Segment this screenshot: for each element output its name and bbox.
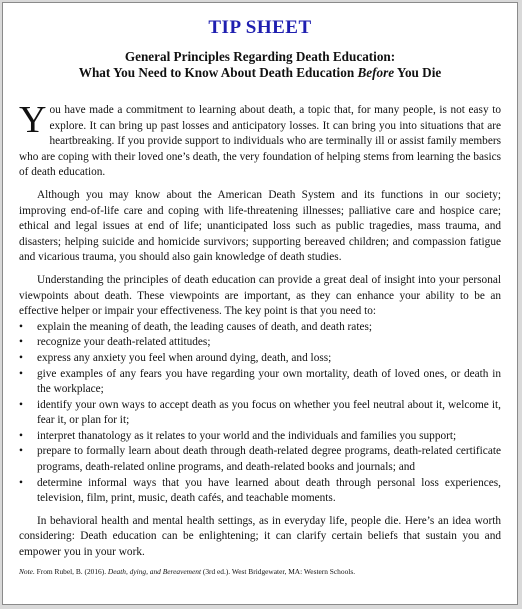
list-item bbox=[19, 429, 501, 445]
bullet-icon: • bbox=[19, 320, 23, 333]
list-item bbox=[19, 398, 501, 429]
bullet-icon: • bbox=[19, 351, 23, 364]
list-item-text: prepare to formally learn about death through death-related degree programs, death-related certificate programs, death-related online programs, and death-related books and journals; and bbox=[37, 445, 501, 474]
tip-sheet-page bbox=[2, 2, 518, 605]
subtitle-line-2 bbox=[19, 65, 501, 81]
subtitle-line-2-start: What You Need to Know About Death Education bbox=[78, 65, 358, 80]
paragraph-3: Understanding the principles of death education can provide a great deal of insight into your personal viewpoints about death. These viewpoints are important, as they can enhance your ability to be an effective helper or impair your effectiveness. The key point is that you need to: bbox=[19, 273, 501, 318]
closing-paragraph: In behavioral health and mental health settings, as in everyday life, people die. Here’s an idea worth considering: Death education can be enlightening; it can clarify certain beliefs that sustain you and empower you in your work. bbox=[19, 514, 501, 559]
intro-paragraph-text: ou have made a commitment to learning about death, a topic that, for many people, is not easy to explore. It can bring up past losses and anticipatory losses. It can bring you into situations that are heartbreaking. If you provide support to individuals who are terminally ill or assist family members who are coping with their loved one’s death, the very foundation of helping stems from learning the basics of death education. bbox=[19, 104, 501, 179]
bullet-icon: • bbox=[19, 445, 23, 458]
key-points-list bbox=[19, 320, 501, 507]
drop-cap: Y bbox=[19, 99, 47, 141]
list-item bbox=[19, 476, 501, 507]
list-item bbox=[19, 320, 501, 336]
subtitle-line-2-end: You Die bbox=[394, 65, 442, 80]
list-item-text: determine informal ways that you have learned about death through personal loss experiences, television, film, print, music, death cafés, and teachable moments. bbox=[37, 476, 501, 505]
list-item-text: interpret thanatology as it relates to your world and the individuals and families you support; bbox=[37, 429, 457, 442]
intro-paragraph bbox=[19, 99, 501, 181]
list-item bbox=[19, 444, 501, 475]
note-text-start: From Rubel, B. (2016). bbox=[34, 566, 108, 576]
list-item bbox=[19, 367, 501, 398]
bullet-icon: • bbox=[19, 398, 23, 411]
subtitle-emphasis: Before bbox=[357, 65, 395, 80]
subtitle-line-1: General Principles Regarding Death Education: bbox=[124, 49, 396, 64]
list-item-text: express any anxiety you feel when around dying, death, and loss; bbox=[37, 351, 332, 364]
bullet-icon: • bbox=[19, 336, 23, 349]
source-note bbox=[19, 567, 501, 577]
paragraph-2: Although you may know about the American Death System and its functions in our society; improving end-of-life care and coping with life-threatening illnesses; palliative care and hospice care; ethical and legal issues at end of life; unanticipated loss such as public tragedies, mass trauma, and disasters; helping suicide and homicide survivors; supporting bereaved children; and compassion fatigue and vicarious trauma, you should also gain knowledge of death studies. bbox=[19, 188, 501, 264]
list-item-text: recognize your death-related attitudes; bbox=[37, 336, 211, 349]
list-item-text: give examples of any fears you have regarding your own mortality, death of loved ones, or death in the workplace; bbox=[37, 367, 501, 396]
bullet-icon: • bbox=[19, 367, 23, 380]
tip-sheet-content bbox=[19, 17, 501, 577]
bullet-icon: • bbox=[19, 429, 23, 442]
note-label: Note. bbox=[19, 566, 35, 576]
page-subtitle bbox=[19, 49, 501, 81]
list-item-text: identify your own ways to accept death as you focus on whether you feel neutral about it, welcome it, fear it, or plan for it; bbox=[37, 398, 501, 427]
page-title: TIP SHEET bbox=[208, 17, 312, 38]
bullet-icon: • bbox=[19, 476, 23, 489]
note-book-title: Death, dying, and Bereavement bbox=[107, 566, 202, 576]
list-item bbox=[19, 351, 501, 367]
list-item bbox=[19, 335, 501, 351]
note-text-end: (3rd ed.). West Bridgewater, MA: Western Schools. bbox=[201, 566, 356, 576]
list-item-text: explain the meaning of death, the leading causes of death, and death rates; bbox=[37, 320, 373, 333]
